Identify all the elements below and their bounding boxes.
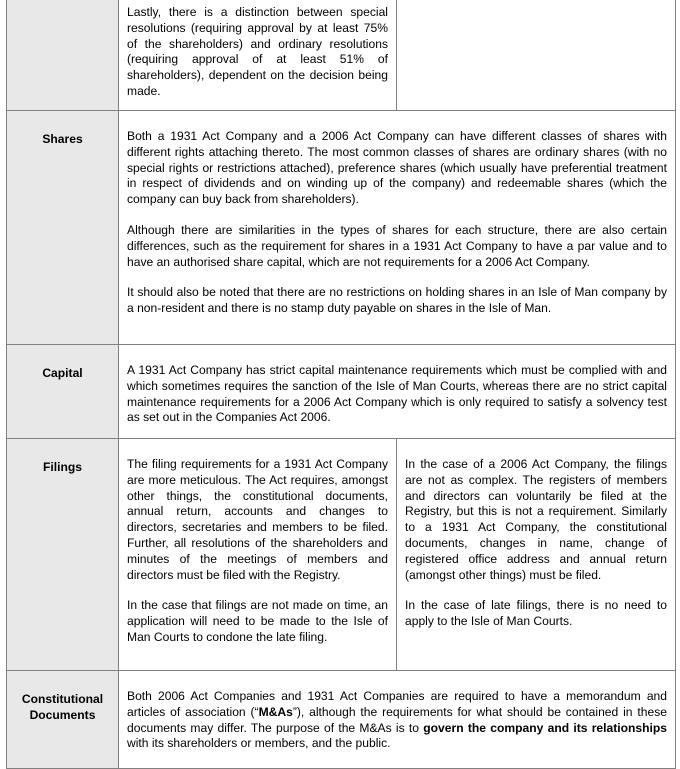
row-label-capital bbox=[7, 345, 119, 439]
constitutional-label-line-2: Documents bbox=[29, 708, 96, 722]
resolutions-text: Lastly, there is a distinction between special resolutions (requiring approval by at least 75% of the shareholders) and ordinary resolutions (requiring approval of at least 51% of shareholders), dependent on the decision being made. bbox=[127, 5, 388, 98]
constitutional-label-line-1: Constitutional bbox=[21, 692, 104, 706]
shares-paragraph-2: Although there are similarities in the types of shares for each structure, there are also certain differences, such as the requirement for shares in a 1931 Act Company to have a par value and to have an authorised share capital, which are not requirements for a 2006 Act Company. bbox=[127, 222, 667, 269]
table-row-resolutions bbox=[7, 0, 676, 111]
constitutional-bold-govern: govern the company and its relationships bbox=[423, 720, 667, 735]
capital-content-cell bbox=[119, 345, 676, 439]
capital-label: Capital bbox=[42, 366, 83, 380]
resolutions-2006-cell bbox=[397, 0, 676, 111]
shares-paragraph-1: Both a 1931 Act Company and a 2006 Act Company can have different classes of shares with different rights attaching thereto. The most common classes of shares are ordinary shares (with no special rights or restrictions attached), preference shares (which usually have preferential treatment in respect of dividends and on winding up of the company) and redeemable shares (which the company can buy back from shareholders). bbox=[127, 129, 667, 207]
table-row-filings bbox=[7, 439, 676, 671]
row-label-empty bbox=[7, 0, 119, 111]
constitutional-content-cell bbox=[119, 671, 676, 769]
table-row-shares bbox=[7, 111, 676, 345]
filings-2006-paragraph-2: In the case of late filings, there is no need to apply to the Isle of Man Courts. bbox=[405, 598, 667, 629]
comparison-table bbox=[6, 0, 676, 769]
shares-content-cell bbox=[119, 111, 676, 345]
constitutional-text-c: with its shareholders or members, and the public. bbox=[127, 736, 391, 751]
constitutional-text-a: Both 2006 Act Companies and 1931 Act Companies are required to have a memorandum and articles of association (“ bbox=[127, 689, 667, 719]
filings-2006-cell bbox=[397, 439, 676, 671]
filings-1931-paragraph-2: In the case that filings are not made on time, an application will need to be made to the Isle of Man Courts to condone the late filing. bbox=[127, 598, 388, 644]
resolutions-1931-cell bbox=[119, 0, 397, 111]
constitutional-bold-mas: M&As bbox=[258, 704, 293, 719]
filings-label: Filings bbox=[43, 460, 82, 474]
constitutional-paragraph bbox=[127, 689, 667, 752]
constitutional-text-b: ”), although the requirements for what should be contained in these documents may differ. The purpose of the M&As is to bbox=[127, 704, 667, 735]
filings-2006-paragraph-1: In the case of a 2006 Act Company, the filings are not as complex. The registers of members and directors can voluntarily be filed at the Registry, but this is not a requirement. Similarly to a 1931 Act Company, the constitutional documents, changes in name, change of registered office address and annual return (amongst other things) must be filed. bbox=[405, 457, 667, 582]
table-row-constitutional-documents bbox=[7, 671, 676, 769]
filings-1931-paragraph-1: The filing requirements for a 1931 Act Company are more meticulous. The Act requires, amongst other things, the constitutional documents, annual return, accounts and changes to directors, secretaries and members to be filed. Further, all resolutions of the shareholders and minutes of the meetings of members and directors must be filed with the Registry. bbox=[127, 457, 388, 582]
filings-1931-cell bbox=[119, 439, 397, 671]
row-label-filings bbox=[7, 439, 119, 671]
row-label-shares bbox=[7, 111, 119, 345]
shares-label: Shares bbox=[42, 132, 83, 146]
table-row-capital bbox=[7, 345, 676, 439]
capital-paragraph: A 1931 Act Company has strict capital maintenance requirements which must be complied with and which sometimes requires the sanction of the Isle of Man Courts, whereas there are no strict capital maintenance requirements for a 2006 Act Company which is only required to satisfy a solvency test as set out in the Companies Act 2006. bbox=[127, 363, 667, 425]
shares-paragraph-3: It should also be noted that there are no restrictions on holding shares in an Isle of Man company by a non-resident and there is no stamp duty payable on shares in the Isle of Man. bbox=[127, 285, 667, 316]
row-label-constitutional-documents bbox=[7, 671, 119, 769]
